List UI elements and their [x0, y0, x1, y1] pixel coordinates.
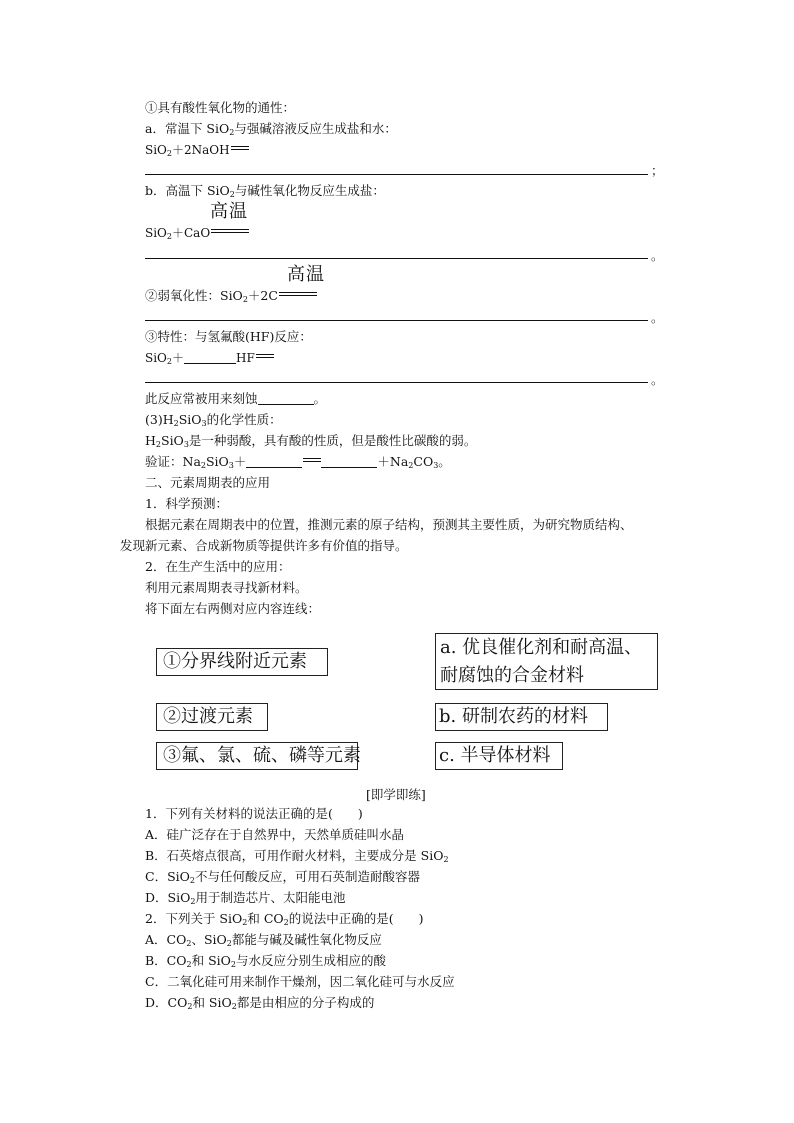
- text: ＋: [172, 351, 185, 365]
- text: SiO: [205, 454, 229, 469]
- subscript: 3: [183, 440, 189, 449]
- text: (3)H: [145, 412, 174, 427]
- subscript: 2: [166, 149, 172, 158]
- section-heading: 二、元素周期表的应用: [145, 475, 271, 490]
- subscript: 2: [242, 918, 248, 927]
- text: 与强碱溶液反应生成盐和水：: [234, 121, 397, 136]
- option-1d[interactable]: [145, 890, 345, 906]
- subscript: 2: [229, 190, 235, 199]
- option-2b[interactable]: [145, 953, 386, 969]
- text: 。: [313, 391, 327, 406]
- subscript: 3: [201, 419, 207, 428]
- option-1b[interactable]: [145, 848, 449, 864]
- etching-line: [145, 391, 326, 407]
- text: A．CO: [145, 932, 187, 947]
- text: ＋: [233, 454, 247, 469]
- answer-line: [145, 382, 648, 383]
- text: 都能与碱及碱性氧化物反应: [231, 932, 382, 947]
- equation-cao: [145, 225, 249, 241]
- line-end-mark: ；: [651, 163, 664, 178]
- subscript: 2: [155, 440, 161, 449]
- text: SiO: [145, 143, 167, 157]
- line-end-mark: 。: [651, 310, 664, 325]
- match-label: ①分界线附近元素: [163, 651, 307, 672]
- question-2: [145, 911, 424, 927]
- special-property-line: ③特性：与氢氟酸(HF)反应：: [145, 329, 312, 344]
- equals-sign: [231, 146, 249, 150]
- text: 与碱性氧化物反应生成盐：: [234, 183, 385, 198]
- equation-hf: [145, 350, 274, 366]
- match-right-b[interactable]: [435, 703, 608, 731]
- match-left-2[interactable]: [156, 703, 268, 731]
- subscript: 2: [166, 357, 172, 366]
- text: 和 SiO: [192, 995, 232, 1010]
- text: 都是由相应的分子构成的: [236, 995, 375, 1010]
- question-1: 1．下列有关材料的说法正确的是( ): [145, 806, 363, 821]
- text: 2．下列关于 SiO: [145, 911, 243, 926]
- match-label: ②过渡元素: [163, 706, 253, 727]
- option-1a[interactable]: A．硅广泛存在于自然界中，天然单质硅叫水晶: [145, 827, 405, 842]
- match-label: a. 优良催化剂和耐高温、: [440, 637, 643, 658]
- subscript: 2: [242, 295, 248, 304]
- subscript: 2: [186, 939, 192, 948]
- text: SiO: [145, 351, 167, 365]
- option-2a[interactable]: [145, 932, 382, 948]
- option-1c[interactable]: [145, 869, 420, 885]
- option-2d[interactable]: [145, 995, 374, 1011]
- text: b．高温下 SiO: [145, 183, 230, 198]
- equals-sign: [303, 458, 321, 462]
- text: 与水反应分别生成相应的酸: [235, 953, 386, 968]
- text: SiO: [178, 412, 202, 427]
- match-label: c. 半导体材料: [439, 745, 551, 766]
- h2sio3-description: [145, 433, 476, 449]
- answer-line: [145, 258, 648, 259]
- paragraph-line: 根据元素在周期表中的位置，推测元素的原子结构，预测其主要性质，为研究物质结构、: [145, 517, 633, 532]
- equals-sign: [256, 354, 274, 358]
- text: ＋2C: [247, 288, 278, 303]
- match-right-a[interactable]: [435, 633, 658, 690]
- equals-sign: [211, 229, 249, 233]
- text: 、SiO: [191, 932, 227, 947]
- subscript: 2: [230, 960, 236, 969]
- equation-naoh: [145, 142, 249, 158]
- text: HF: [236, 351, 255, 365]
- text: B．CO: [145, 953, 187, 968]
- subscript: 2: [166, 232, 172, 241]
- text: 不与任何酸反应，可用石英制造耐酸容器: [194, 869, 420, 884]
- answer-line: [145, 174, 648, 175]
- subscript: 2: [443, 855, 449, 864]
- answer-line: [145, 320, 648, 321]
- subscript: 2: [189, 876, 195, 885]
- subscript: 2: [173, 419, 179, 428]
- text: 验证：Na: [145, 454, 201, 469]
- subscript: 2: [186, 960, 192, 969]
- text: 的说法中正确的是( ): [288, 911, 424, 926]
- blank-field[interactable]: [184, 351, 236, 364]
- text: C．SiO: [145, 869, 190, 884]
- text: 和 SiO: [191, 953, 231, 968]
- match-left-1[interactable]: [156, 648, 328, 676]
- text: D．CO: [145, 995, 188, 1010]
- property-general-heading: ①具有酸性氧化物的通性：: [145, 100, 296, 115]
- subscript: 2: [200, 461, 206, 470]
- subscript: 3: [433, 461, 439, 470]
- paragraph-line: 利用元素周期表寻找新材料。: [145, 580, 308, 595]
- text: D．SiO: [145, 890, 191, 905]
- match-label: 耐腐蚀的合金材料: [440, 665, 584, 686]
- text: 和 CO: [247, 911, 284, 926]
- text: SiO: [161, 433, 184, 448]
- match-label: b. 研制农药的材料: [439, 706, 588, 727]
- text: 的化学性质：: [206, 412, 282, 427]
- subsection-heading: 1．科学预测：: [145, 496, 228, 511]
- h2sio3-heading: [145, 412, 282, 428]
- text: 是一种弱酸，具有酸的性质，但是酸性比碳酸的弱。: [188, 433, 477, 448]
- subscript: 2: [226, 939, 232, 948]
- text: ＋CaO: [172, 226, 211, 240]
- blank-field[interactable]: [321, 455, 377, 468]
- subscript: 2: [283, 918, 289, 927]
- text: ＋Na: [377, 454, 409, 469]
- weak-oxidation-line: [145, 288, 317, 304]
- equals-sign: [279, 292, 317, 296]
- subscript: 2: [231, 1002, 237, 1011]
- blank-field[interactable]: [258, 392, 314, 405]
- line-end-mark: 。: [651, 372, 664, 387]
- text: ②弱氧化性：SiO: [145, 288, 243, 303]
- paragraph-line: 将下面左右两侧对应内容连线：: [145, 601, 321, 616]
- text: 此反应常被用来刻蚀: [145, 391, 258, 406]
- text: 。: [438, 454, 451, 469]
- match-label: ③氟、氯、硫、磷等元素: [163, 745, 361, 766]
- subscript: 2: [229, 128, 235, 137]
- match-right-c[interactable]: [435, 742, 563, 770]
- subsection-heading: 2．在生产生活中的应用：: [145, 559, 291, 574]
- blank-field[interactable]: [246, 455, 302, 468]
- text: H: [145, 433, 156, 448]
- text: a．常温下 SiO: [145, 121, 230, 136]
- verification-equation: [145, 454, 451, 470]
- subscript: 2: [187, 1002, 193, 1011]
- line-end-mark: 。: [651, 248, 664, 263]
- practice-header: [即学即练]: [366, 787, 426, 802]
- match-left-3[interactable]: [156, 742, 361, 770]
- subscript: 2: [190, 897, 196, 906]
- property-b-line: [145, 183, 385, 199]
- subscript: 3: [228, 461, 234, 470]
- option-2c[interactable]: C．二氧化硅可用来制作干燥剂，因二氧化硅可与水反应: [145, 974, 455, 989]
- text: B．石英熔点很高，可用作耐火材料，主要成分是 SiO: [145, 848, 444, 863]
- property-a-line: [145, 121, 397, 137]
- condition-high-temp: 高温: [287, 264, 325, 285]
- text: CO: [413, 454, 434, 469]
- paragraph-line: 发现新元素、合成新物质等提供许多有价值的指导。: [120, 538, 408, 553]
- text: ＋2NaOH: [172, 143, 230, 157]
- text: SiO: [145, 226, 167, 240]
- subscript: 2: [408, 461, 414, 470]
- condition-high-temp: 高温: [210, 201, 248, 222]
- text: 用于制造芯片、太阳能电池: [195, 890, 346, 905]
